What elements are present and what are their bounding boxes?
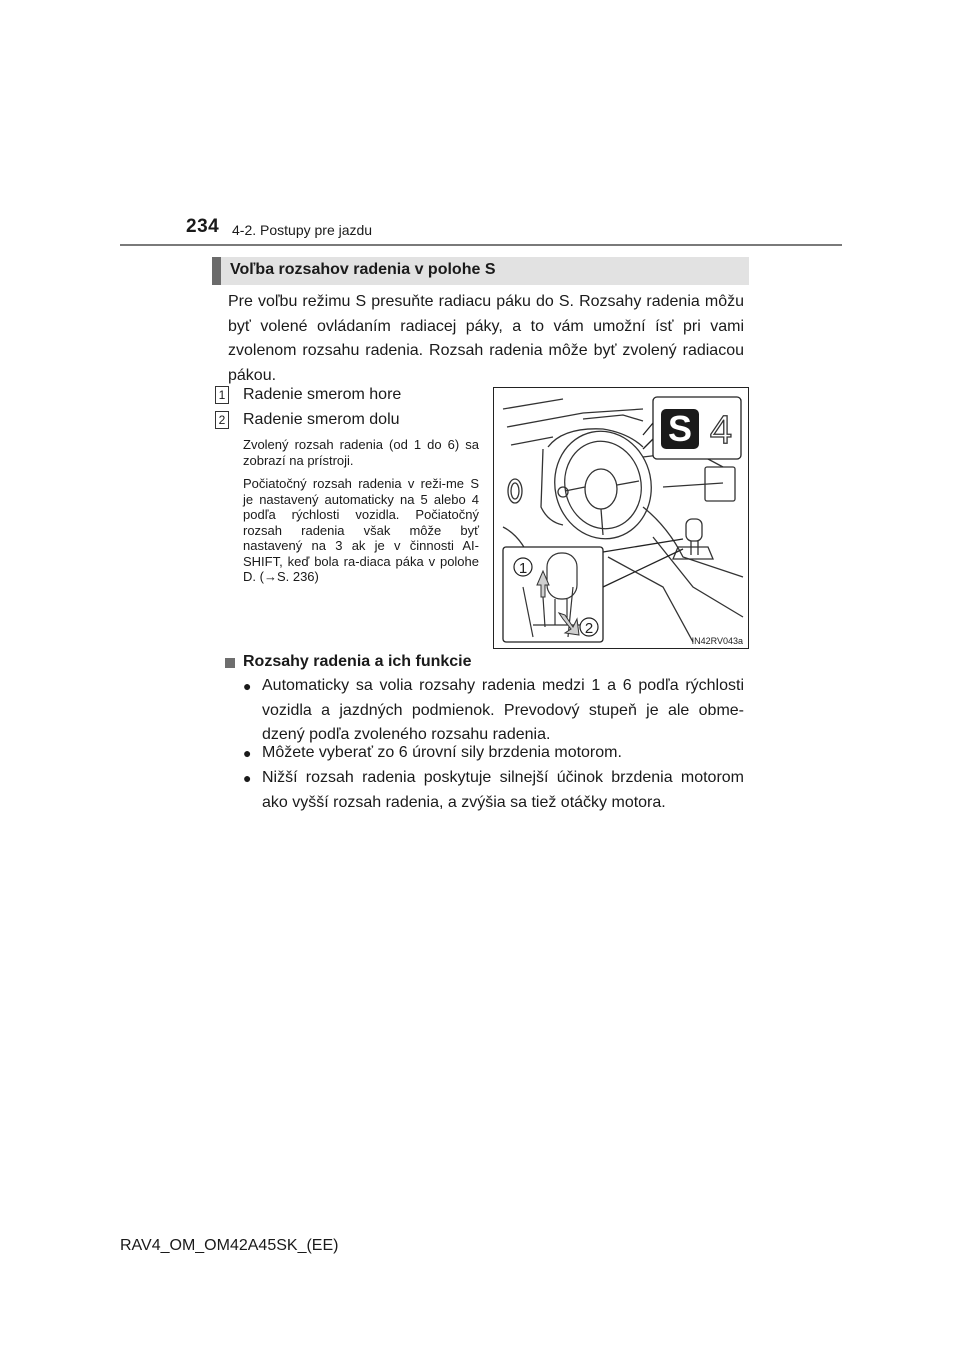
bullet-text-levels: Môžete vyberať zo 6 úrovní sily brzdenia motorom. xyxy=(262,744,622,761)
page-number: 234 xyxy=(186,216,220,237)
item-number-2: 2 xyxy=(215,411,229,429)
subsection-marker xyxy=(225,658,235,668)
bullet-text-lower-range: Nižší rozsah radenia poskytuje silnejší účinok brzdenia motorom ako vyšší rozsah radenia, a zvýšia sa tiež otáčky motora. xyxy=(262,769,744,811)
section-box-marker xyxy=(212,257,221,285)
section-title: 4-2. Postupy pre jazdu xyxy=(232,222,373,238)
bullet-text-automatic: Automaticky sa volia rozsahy radenia medzi 1 a 6 podľa rýchlosti vozidla a jazdných podmienok. Prevodový stupeň je ale obme-dzený podľa zvoleného rozsahu radenia. xyxy=(262,677,744,743)
subsection-title: Rozsahy radenia a ich funkcie xyxy=(243,653,472,670)
item-label-downshift: Radenie smerom dolu xyxy=(243,411,400,428)
note-initial-range: Počiatočný rozsah radenia v reži-me S je nastavený automaticky na 5 alebo 4 podľa rýchlosti vozidla. Počiatočný rozsah radenia však môže byť nastavený na 3 ak je v činnosti AI-SHIFT, keď bola ra-diaca páka v polohe D. (→S. 236) xyxy=(243,476,479,584)
callout-upshift: 1 xyxy=(518,560,528,577)
figure-code: IN42RV043a xyxy=(691,636,743,646)
bullet-icon: ● xyxy=(243,770,252,786)
section-box-title: Voľba rozsahov radenia v polohe S xyxy=(230,261,496,278)
intro-paragraph: Pre voľbu režimu S presuňte radiacu páku do S. Rozsahy radenia môžu byť volené ovládaním radiacej páky, a to vám umožní ísť pri vami zvolenom rozsahu radenia. Rozsah radenia môže byť zvolený radiacou pákou. xyxy=(228,293,744,384)
bullet-icon: ● xyxy=(243,678,252,694)
bullet-icon: ● xyxy=(243,745,252,761)
footer-document-code: RAV4_OM_OM42A45SK_(EE) xyxy=(120,1237,339,1254)
item-label-upshift: Radenie smerom hore xyxy=(243,386,402,403)
display-mode-label: S xyxy=(667,408,693,449)
callout-downshift: 2 xyxy=(584,620,594,637)
header-divider xyxy=(120,244,842,246)
note-displayed-range: Zvolený rozsah radenia (od 1 do 6) sa zobrazí na prístroji. xyxy=(243,437,479,468)
display-gear-label: 4 xyxy=(709,408,733,452)
shift-lever-illustration xyxy=(493,387,749,649)
item-number-1: 1 xyxy=(215,386,229,404)
